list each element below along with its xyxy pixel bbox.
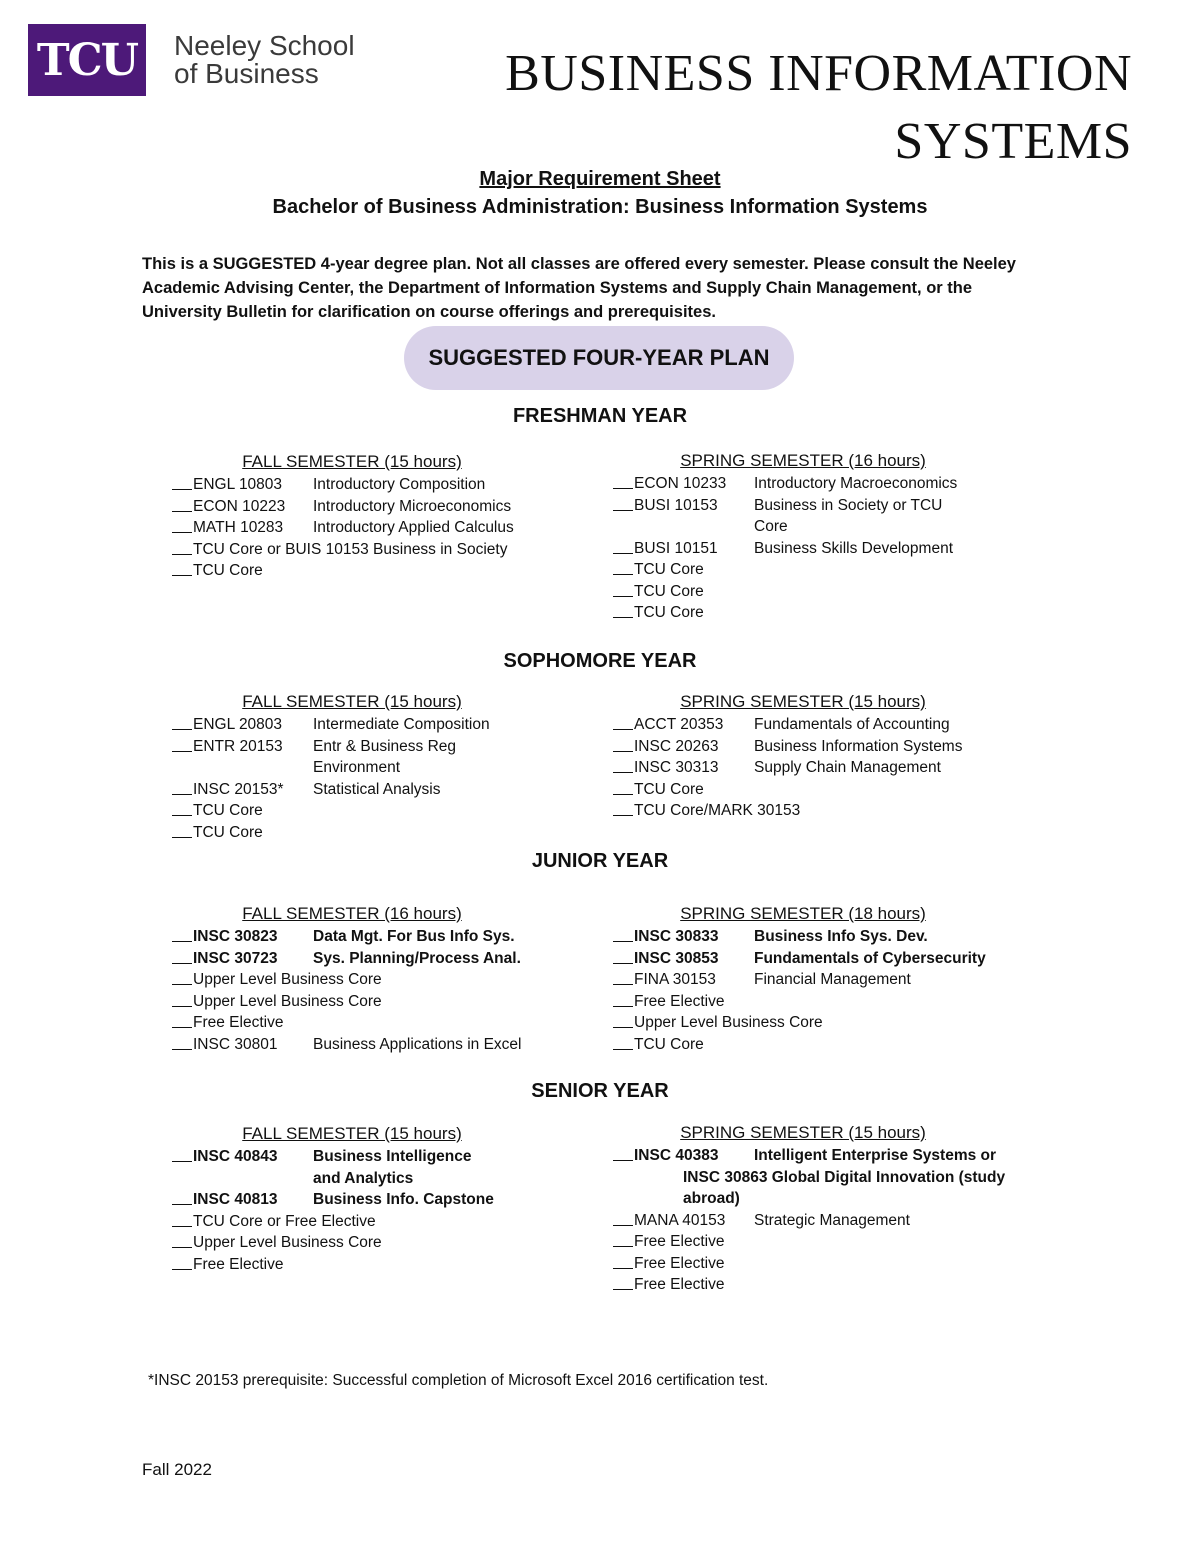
semester-heading: FALL SEMESTER (15 hours) bbox=[242, 692, 462, 711]
course-text: Free Elective bbox=[634, 1276, 725, 1293]
course-continuation-text: INSC 30863 Global Digital Innovation (study abroad) bbox=[683, 1168, 1006, 1207]
semester-heading: SPRING SEMESTER (16 hours) bbox=[680, 451, 926, 470]
course-text: Upper Level Business Core bbox=[193, 971, 382, 988]
checkoff-blank bbox=[172, 714, 192, 730]
course-text: TCU Core bbox=[634, 604, 704, 621]
course-text: TCU Core bbox=[634, 1035, 704, 1053]
checkoff-blank bbox=[613, 1253, 633, 1269]
course-title: Business Applications in Excel bbox=[313, 1035, 522, 1053]
course-text: TCU Core bbox=[634, 561, 704, 578]
course-code: MANA 40153 bbox=[634, 1211, 726, 1229]
checkoff-blank bbox=[172, 539, 192, 555]
checkoff-blank bbox=[613, 948, 633, 964]
course-code: ECON 10223 bbox=[193, 497, 286, 515]
checkoff-blank bbox=[172, 1211, 192, 1227]
course-row bbox=[172, 800, 592, 822]
course-row bbox=[613, 991, 1033, 1013]
course-code: ENGL 20803 bbox=[193, 716, 283, 733]
course-text: TCU Core or BUIS 10153 Business in Society bbox=[193, 540, 508, 558]
course-row bbox=[172, 948, 592, 970]
course-text: Upper Level Business Core bbox=[193, 1234, 382, 1251]
freshman-spring-semester bbox=[613, 451, 1033, 624]
checkoff-blank bbox=[613, 736, 633, 752]
school-name-line2: of Business bbox=[174, 58, 319, 89]
course-row bbox=[613, 1012, 1033, 1034]
course-text: TCU Core bbox=[193, 562, 263, 579]
course-row bbox=[172, 1232, 592, 1254]
checkoff-blank bbox=[613, 1210, 633, 1226]
year-heading-senior: SENIOR YEAR bbox=[531, 1080, 669, 1102]
course-title: Data Mgt. For Bus Info Sys. bbox=[313, 928, 515, 945]
checkoff-blank bbox=[172, 948, 192, 964]
checkoff-blank bbox=[613, 1231, 633, 1247]
course-text: TCU Core or Free Elective bbox=[193, 1212, 376, 1230]
checkoff-blank bbox=[613, 473, 633, 489]
course-code: BUSI 10151 bbox=[634, 539, 718, 557]
checkoff-blank bbox=[172, 800, 192, 816]
course-row bbox=[613, 559, 1033, 581]
course-text: Free Elective bbox=[634, 992, 725, 1010]
course-title: Business Intelligence and Analytics bbox=[313, 1148, 472, 1187]
course-row bbox=[613, 779, 1033, 801]
course-row bbox=[172, 560, 592, 582]
course-title: Introductory Macroeconomics bbox=[754, 475, 958, 492]
course-code: BUSI 10153 bbox=[634, 496, 718, 514]
course-code: INSC 30723 bbox=[193, 949, 278, 967]
course-row bbox=[613, 926, 1033, 948]
checkoff-blank bbox=[172, 1146, 192, 1162]
course-text: Free Elective bbox=[193, 1255, 284, 1273]
checkoff-blank bbox=[613, 495, 633, 511]
document-title-line1: BUSINESS INFORMATION bbox=[505, 45, 1132, 102]
intro-paragraph: This is a SUGGESTED 4-year degree plan. Not all classes are offered every semester. Please consult the Neeley Academic Advising Center, the Department of Information Systems and Supply Chain Management, or the University Bulletin for clarification on course offerings and prerequisites. bbox=[142, 255, 1016, 321]
checkoff-blank bbox=[172, 1254, 192, 1270]
checkoff-blank bbox=[172, 474, 192, 490]
course-row bbox=[613, 538, 1033, 560]
course-code: INSC 30801 bbox=[193, 1035, 278, 1053]
course-row bbox=[172, 779, 592, 801]
course-row bbox=[172, 1254, 592, 1276]
course-code: INSC 40383 bbox=[634, 1147, 719, 1164]
course-title: Introductory Microeconomics bbox=[313, 497, 512, 515]
course-code: ENTR 20153 bbox=[193, 737, 283, 755]
course-title: Business Information Systems bbox=[754, 737, 963, 755]
course-text: Free Elective bbox=[634, 1233, 725, 1250]
freshman-fall-semester bbox=[172, 452, 592, 582]
junior-fall-semester bbox=[172, 904, 592, 1055]
course-title: Entr & Business Reg Environment bbox=[313, 737, 457, 776]
checkoff-blank bbox=[172, 991, 192, 1007]
course-title: Fundamentals of Accounting bbox=[754, 716, 950, 733]
course-title: Sys. Planning/Process Anal. bbox=[313, 949, 521, 967]
semester-heading: SPRING SEMESTER (15 hours) bbox=[680, 692, 926, 711]
school-name bbox=[174, 32, 355, 88]
semester-heading: SPRING SEMESTER (15 hours) bbox=[680, 1123, 926, 1142]
course-row bbox=[613, 736, 1033, 758]
course-text: Upper Level Business Core bbox=[193, 992, 382, 1010]
checkoff-blank bbox=[172, 736, 192, 752]
checkoff-blank bbox=[613, 538, 633, 554]
course-row bbox=[172, 1146, 592, 1189]
course-row bbox=[172, 1189, 592, 1211]
course-code: ECON 10233 bbox=[634, 475, 727, 492]
course-text: Upper Level Business Core bbox=[634, 1014, 823, 1031]
course-row bbox=[172, 991, 592, 1013]
checkoff-blank bbox=[613, 757, 633, 773]
checkoff-blank bbox=[172, 926, 192, 942]
sophomore-fall-semester bbox=[172, 692, 592, 843]
course-title: Business Info Sys. Dev. bbox=[754, 928, 928, 945]
checkoff-blank bbox=[172, 779, 192, 795]
course-row bbox=[172, 474, 592, 496]
semester-heading: FALL SEMESTER (16 hours) bbox=[242, 904, 462, 923]
checkoff-blank bbox=[172, 1189, 192, 1205]
course-code: INSC 20263 bbox=[634, 737, 719, 755]
course-row bbox=[172, 539, 592, 561]
course-text: Free Elective bbox=[634, 1254, 725, 1272]
checkoff-blank bbox=[613, 1145, 633, 1161]
course-row bbox=[613, 1231, 1033, 1253]
checkoff-blank bbox=[613, 969, 633, 985]
course-row bbox=[172, 822, 592, 844]
semester-heading: SPRING SEMESTER (18 hours) bbox=[680, 904, 926, 923]
course-row bbox=[172, 496, 592, 518]
semester-heading: FALL SEMESTER (15 hours) bbox=[242, 452, 462, 471]
course-row bbox=[172, 736, 592, 779]
term-label: Fall 2022 bbox=[142, 1460, 212, 1479]
course-row bbox=[172, 926, 592, 948]
course-row bbox=[613, 969, 1033, 991]
checkoff-blank bbox=[613, 559, 633, 575]
document-title-line2: SYSTEMS bbox=[894, 113, 1132, 170]
checkoff-blank bbox=[613, 926, 633, 942]
course-title: Business Info. Capstone bbox=[313, 1191, 494, 1208]
course-text: TCU Core bbox=[634, 780, 704, 798]
checkoff-blank bbox=[172, 1232, 192, 1248]
checkoff-blank bbox=[172, 1034, 192, 1050]
footnote: *INSC 20153 prerequisite: Successful completion of Microsoft Excel 2016 certification test. bbox=[148, 1372, 769, 1389]
degree-title: Bachelor of Business Administration: Business Information Systems bbox=[272, 196, 928, 218]
checkoff-blank bbox=[613, 602, 633, 618]
course-text: TCU Core/MARK 30153 bbox=[634, 802, 801, 819]
course-code: FINA 30153 bbox=[634, 971, 716, 988]
course-row bbox=[172, 969, 592, 991]
sheet-title: Major Requirement Sheet bbox=[479, 168, 721, 190]
course-row bbox=[613, 473, 1033, 495]
course-row bbox=[172, 1012, 592, 1034]
course-title: Intelligent Enterprise Systems or bbox=[754, 1147, 997, 1164]
course-row bbox=[613, 757, 1033, 779]
checkoff-blank bbox=[613, 1274, 633, 1290]
course-row bbox=[172, 1034, 592, 1056]
checkoff-blank bbox=[613, 581, 633, 597]
course-row bbox=[613, 1210, 1033, 1232]
senior-fall-semester bbox=[172, 1124, 592, 1275]
course-text: Free Elective bbox=[193, 1014, 284, 1031]
checkoff-blank bbox=[172, 560, 192, 576]
course-code: INSC 30823 bbox=[193, 928, 278, 945]
junior-spring-semester bbox=[613, 904, 1033, 1055]
course-row bbox=[613, 714, 1033, 736]
checkoff-blank bbox=[172, 496, 192, 512]
school-name-line1: Neeley School bbox=[174, 30, 355, 61]
checkoff-blank bbox=[613, 714, 633, 730]
course-title: Statistical Analysis bbox=[313, 780, 441, 798]
year-heading-freshman: FRESHMAN YEAR bbox=[512, 405, 688, 427]
document-title bbox=[505, 40, 1132, 176]
course-row bbox=[172, 714, 592, 736]
course-row bbox=[172, 517, 592, 539]
course-code: INSC 40843 bbox=[193, 1148, 278, 1165]
course-row bbox=[613, 1145, 1033, 1167]
course-row bbox=[613, 800, 1033, 822]
course-row bbox=[613, 948, 1033, 970]
course-row bbox=[613, 581, 1033, 603]
tcu-logo bbox=[28, 24, 146, 96]
course-title: Strategic Management bbox=[754, 1211, 910, 1229]
course-code: MATH 10283 bbox=[193, 519, 284, 536]
logo-text: TCU bbox=[36, 34, 138, 86]
course-continuation bbox=[613, 1167, 1013, 1210]
year-heading-sophomore: SOPHOMORE YEAR bbox=[503, 650, 697, 672]
checkoff-blank bbox=[172, 969, 192, 985]
course-title: Introductory Applied Calculus bbox=[313, 519, 514, 536]
course-row bbox=[172, 1211, 592, 1233]
senior-spring-semester bbox=[613, 1123, 1033, 1296]
year-heading-junior: JUNIOR YEAR bbox=[531, 850, 669, 872]
plan-label: SUGGESTED FOUR-YEAR PLAN bbox=[404, 326, 794, 390]
sophomore-spring-semester bbox=[613, 692, 1033, 822]
course-row bbox=[613, 1034, 1033, 1056]
course-row bbox=[613, 1274, 1033, 1296]
course-title: Intermediate Composition bbox=[313, 716, 490, 733]
checkoff-blank bbox=[613, 991, 633, 1007]
checkoff-blank bbox=[613, 1034, 633, 1050]
course-title: Fundamentals of Cybersecurity bbox=[754, 949, 986, 967]
course-title: Business Skills Development bbox=[754, 539, 954, 557]
course-code: ENGL 10803 bbox=[193, 476, 283, 493]
semester-heading: FALL SEMESTER (15 hours) bbox=[242, 1124, 462, 1143]
checkoff-blank bbox=[613, 800, 633, 816]
course-row bbox=[613, 1253, 1033, 1275]
course-row bbox=[613, 495, 1033, 538]
course-row bbox=[613, 602, 1033, 624]
checkoff-blank bbox=[613, 779, 633, 795]
course-code: INSC 30833 bbox=[634, 928, 719, 945]
course-title: Introductory Composition bbox=[313, 476, 486, 493]
course-text: TCU Core bbox=[634, 582, 704, 600]
checkoff-blank bbox=[613, 1012, 633, 1028]
course-code: INSC 20153* bbox=[193, 780, 284, 798]
course-text: TCU Core bbox=[193, 802, 263, 819]
course-code: INSC 40813 bbox=[193, 1191, 278, 1208]
course-code: ACCT 20353 bbox=[634, 716, 724, 733]
course-text: TCU Core bbox=[193, 823, 263, 841]
checkoff-blank bbox=[172, 1012, 192, 1028]
course-title: Business in Society or TCU Core bbox=[754, 496, 943, 535]
course-code: INSC 30853 bbox=[634, 949, 719, 967]
course-title: Supply Chain Management bbox=[754, 759, 941, 776]
course-title: Financial Management bbox=[754, 971, 911, 988]
checkoff-blank bbox=[172, 517, 192, 533]
course-code: INSC 30313 bbox=[634, 759, 719, 776]
checkoff-blank bbox=[172, 822, 192, 838]
